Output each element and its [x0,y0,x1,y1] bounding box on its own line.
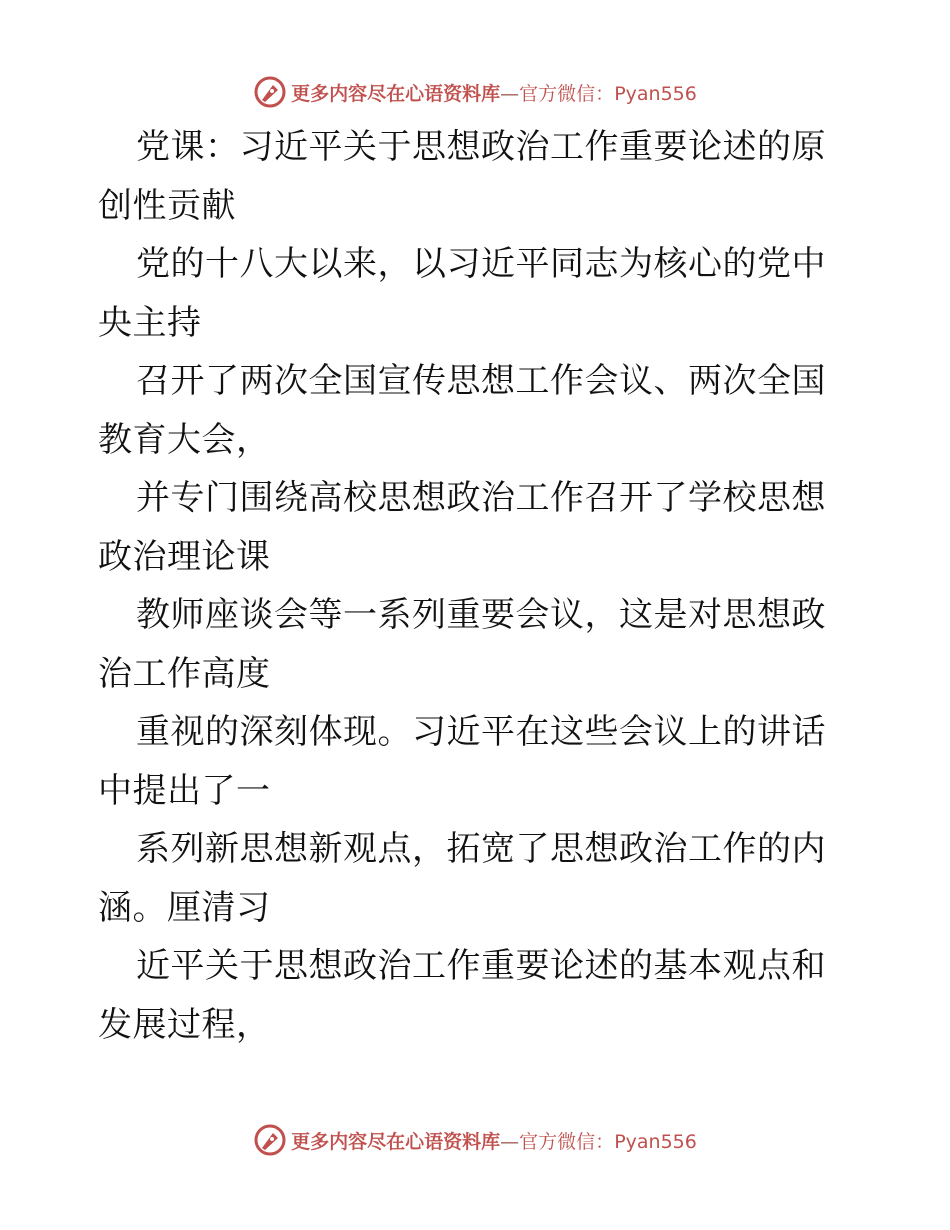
paragraph: 系列新思想新观点，拓宽了思想政治工作的内涵。厘清习 [98,829,826,928]
footer-banner [0,1118,950,1162]
header-banner [0,70,950,114]
banner-separator: — [500,82,520,105]
paragraph: 重视的深刻体现。习近平在这些会议上的讲话中提出了一 [98,712,826,811]
banner-wechat-label: 官方微信： [519,1130,615,1153]
paragraph: 教师座谈会等一系列重要会议，这是对思想政治工作高度 [98,595,826,694]
banner-text [291,1127,697,1154]
pen-nib-logo-icon [253,75,287,109]
paragraph: 并专门围绕高校思想政治工作召开了学校思想政治理论课 [98,478,826,577]
paragraph-title: 党课：习近平关于思想政治工作重要论述的原创性贡献 [98,127,826,226]
pen-nib-logo-icon [253,1123,287,1157]
banner-main-text: 更多内容尽在心语资料库 [291,82,501,105]
paragraph: 召开了两次全国宣传思想工作会议、两次全国教育大会， [98,361,826,460]
banner-main-text: 更多内容尽在心语资料库 [291,1130,501,1153]
banner-separator: — [500,1130,520,1153]
document-body [98,118,858,1054]
banner-wechat-id: Pyan556 [614,1130,697,1153]
banner-wechat-label: 官方微信： [519,82,615,105]
banner-wechat-id: Pyan556 [614,82,697,105]
paragraph: 近平关于思想政治工作重要论述的基本观点和发展过程， [98,946,826,1045]
paragraph: 党的十八大以来，以习近平同志为核心的党中央主持 [98,244,826,343]
banner-text [291,79,697,106]
